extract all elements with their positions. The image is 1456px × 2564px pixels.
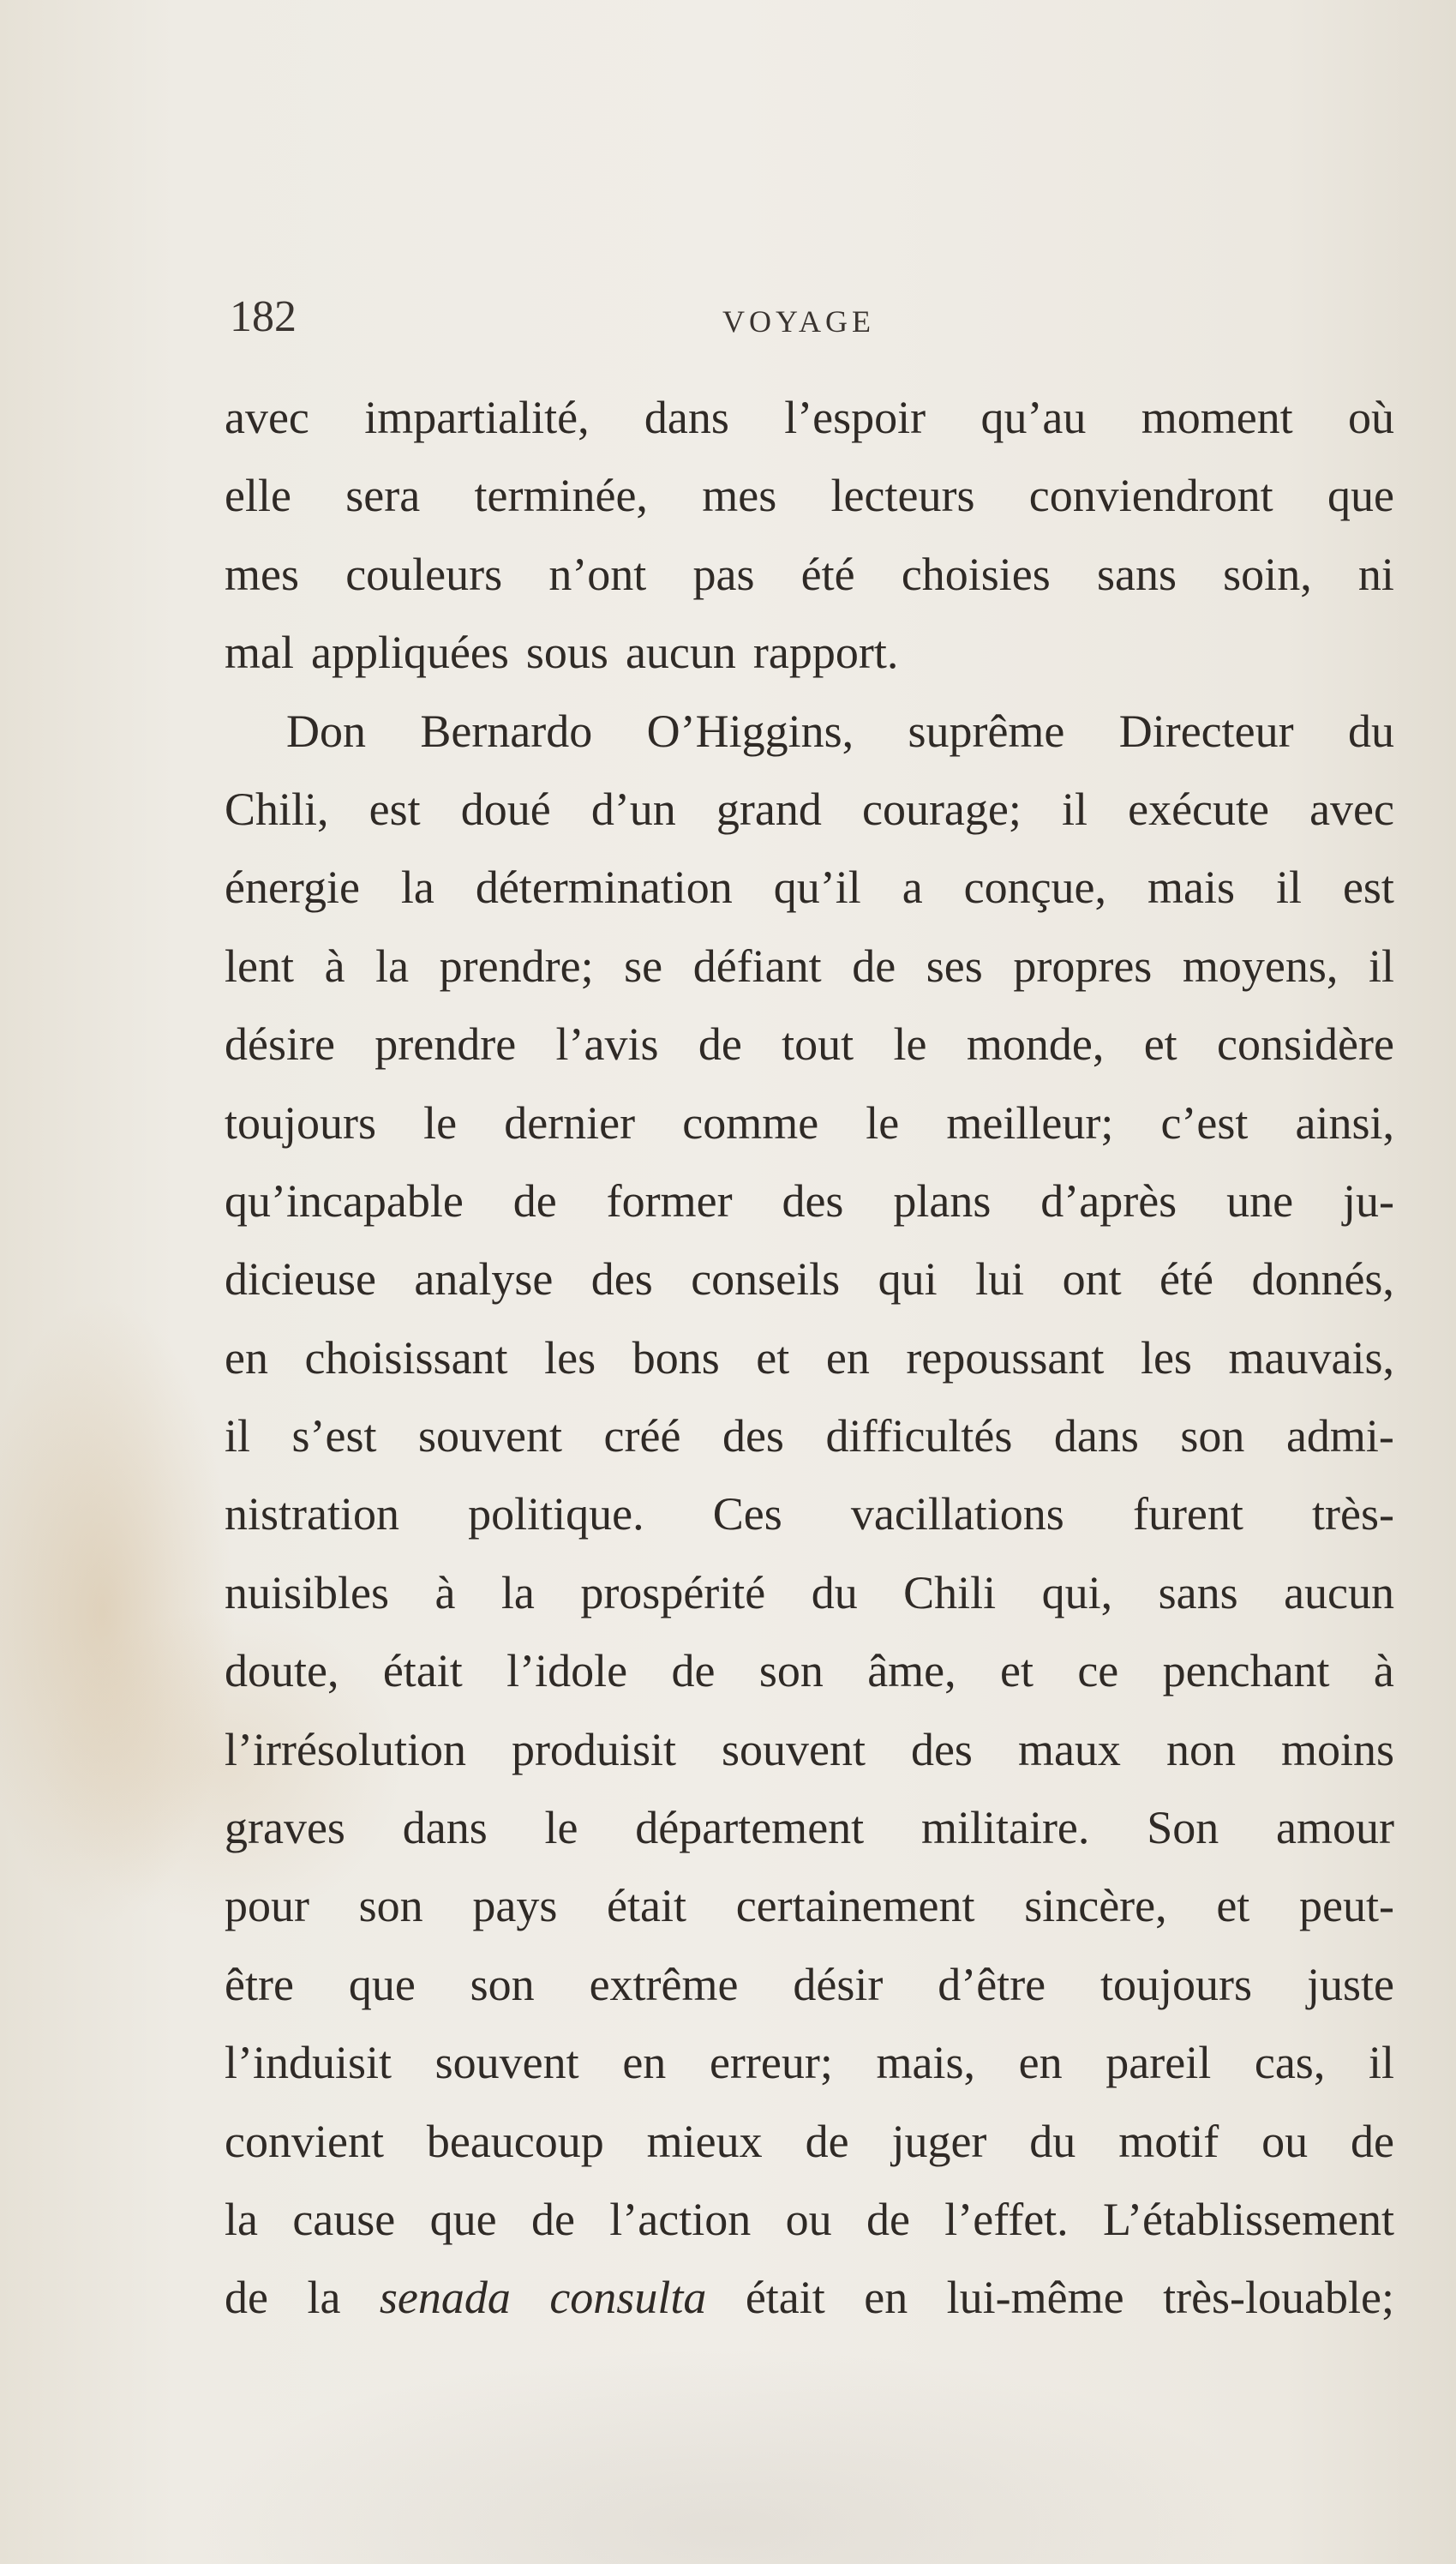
word: mais xyxy=(1147,862,1235,914)
word: qu’il xyxy=(773,862,861,914)
word: lui xyxy=(975,1253,1025,1306)
word: couleurs xyxy=(345,548,503,600)
word: l’espoir xyxy=(784,392,926,443)
word: était xyxy=(607,1880,686,1932)
word: avec xyxy=(225,392,309,443)
word: les xyxy=(1140,1331,1192,1384)
text-line xyxy=(225,1867,1394,1945)
word: souvent xyxy=(434,2037,579,2089)
word: ju- xyxy=(1342,1174,1394,1227)
word: où xyxy=(1347,392,1394,443)
word: le xyxy=(866,1096,900,1149)
word: qui, xyxy=(1041,1566,1113,1618)
word: dernier xyxy=(504,1096,636,1149)
word: grand xyxy=(716,783,822,835)
word: désir xyxy=(793,1958,884,2010)
word: comme xyxy=(682,1096,819,1149)
text-line xyxy=(225,771,1394,849)
word: Son xyxy=(1147,1802,1219,1854)
word: convient xyxy=(225,2115,384,2167)
word: il xyxy=(1275,862,1302,914)
word: de xyxy=(866,2193,910,2245)
word: moins xyxy=(1280,1723,1394,1775)
word: conviendront xyxy=(1028,470,1273,522)
word: son xyxy=(358,1880,423,1932)
word: la xyxy=(500,1566,535,1618)
word: du xyxy=(1347,705,1394,757)
word: Chili xyxy=(903,1566,997,1618)
text-line xyxy=(225,1162,1394,1240)
word: est xyxy=(1342,862,1394,914)
running-head-title: VOYAGE xyxy=(722,304,875,339)
word: défiant xyxy=(692,940,822,992)
word: la xyxy=(225,2193,258,2245)
word: l’avis xyxy=(555,1018,659,1071)
word: ou xyxy=(1261,2115,1309,2167)
word: dans xyxy=(644,392,729,443)
word: d’être xyxy=(938,1958,1046,2010)
text-line xyxy=(225,1946,1394,2024)
text-line xyxy=(225,849,1394,927)
word: considère xyxy=(1217,1018,1394,1071)
word: juger xyxy=(891,2115,987,2167)
word: le xyxy=(893,1018,927,1071)
word: de xyxy=(852,940,896,992)
word: lent xyxy=(225,940,294,992)
word: tout xyxy=(782,1018,854,1071)
word: soin, xyxy=(1223,548,1312,600)
word: il xyxy=(225,1410,251,1462)
word: repoussant xyxy=(906,1331,1105,1384)
word: détermination xyxy=(475,862,733,914)
text-line xyxy=(225,1475,1394,1553)
word: nistration xyxy=(225,1488,399,1540)
word: maux xyxy=(1017,1723,1121,1775)
word: à xyxy=(434,1566,456,1618)
word: sans xyxy=(1158,1566,1238,1618)
text-line xyxy=(225,1397,1394,1475)
word: juste xyxy=(1306,1958,1394,2010)
word: dicieuse xyxy=(225,1253,376,1306)
word: être xyxy=(225,1958,294,2010)
word: de xyxy=(671,1645,716,1697)
word: politique. xyxy=(468,1488,644,1540)
word: pays xyxy=(472,1880,558,1932)
word: ce xyxy=(1077,1645,1119,1697)
word: motif xyxy=(1118,2115,1219,2167)
word: désire xyxy=(225,1018,335,1071)
word: département xyxy=(635,1802,865,1854)
word: Ces xyxy=(712,1488,782,1540)
word: était xyxy=(745,2272,825,2324)
word: à xyxy=(324,940,345,992)
word: a xyxy=(902,862,923,914)
word: qu’au xyxy=(980,392,1087,443)
word: du xyxy=(811,1566,858,1618)
word: moyens, xyxy=(1182,940,1339,992)
word: d’après xyxy=(1040,1174,1177,1227)
word: pareil xyxy=(1105,2037,1212,2089)
word: ses xyxy=(926,940,983,992)
word: terminée, xyxy=(474,470,648,522)
text-line xyxy=(225,1711,1394,1789)
word: ni xyxy=(1357,548,1394,600)
word: à xyxy=(1373,1645,1394,1697)
word: s’est xyxy=(291,1410,377,1462)
word: amour xyxy=(1276,1802,1394,1854)
word: de xyxy=(530,2193,575,2245)
word: aucun xyxy=(625,627,736,679)
text-line xyxy=(225,928,1394,1006)
word: Don xyxy=(286,705,366,757)
word: il xyxy=(1368,940,1394,992)
word: il xyxy=(1061,783,1088,835)
running-head xyxy=(230,291,1395,360)
word: que xyxy=(1327,470,1394,522)
word: mal xyxy=(225,627,294,679)
word: son xyxy=(470,1958,535,2010)
word: consulta xyxy=(549,2272,707,2324)
word: Directeur xyxy=(1118,705,1294,757)
word: en xyxy=(1018,2037,1063,2089)
word: donnés, xyxy=(1251,1253,1394,1306)
word: Bernardo xyxy=(420,705,593,757)
word: meilleur; xyxy=(946,1096,1114,1149)
word: cas, xyxy=(1254,2037,1326,2089)
word: pas xyxy=(692,548,755,600)
word: la xyxy=(307,2272,341,2324)
word: sincère, xyxy=(1024,1880,1167,1932)
word: elle xyxy=(225,470,291,522)
text-line xyxy=(225,1554,1394,1632)
word: souvent xyxy=(418,1410,563,1462)
word: non xyxy=(1165,1723,1236,1775)
word: et xyxy=(1216,1880,1250,1932)
word: et xyxy=(1143,1018,1177,1071)
word: peut- xyxy=(1298,1880,1394,1932)
text-line xyxy=(225,1789,1394,1867)
word: dans xyxy=(1053,1410,1139,1462)
word: des xyxy=(590,1253,653,1306)
word: exécute xyxy=(1128,783,1269,835)
word: des xyxy=(782,1174,844,1227)
word: qu’incapable xyxy=(225,1174,464,1227)
word: il xyxy=(1368,2037,1394,2089)
text-line xyxy=(225,2259,1394,2337)
word: sous xyxy=(525,627,608,679)
word: la xyxy=(400,862,434,914)
word: nuisibles xyxy=(225,1566,390,1618)
word: prendre xyxy=(374,1018,517,1071)
word: impartialité, xyxy=(364,392,590,443)
word: se xyxy=(624,940,663,992)
word: senada xyxy=(379,2272,511,2324)
word: en xyxy=(825,1331,870,1384)
word: mieux xyxy=(646,2115,763,2167)
word: son xyxy=(758,1645,824,1697)
word: le xyxy=(544,1802,578,1854)
word: militaire. xyxy=(920,1802,1090,1854)
word: choisies xyxy=(901,548,1051,600)
word: des xyxy=(910,1723,973,1775)
word: conçue, xyxy=(963,862,1107,914)
text-line xyxy=(225,1006,1394,1084)
word: analyse xyxy=(414,1253,554,1306)
text-line xyxy=(225,1632,1394,1710)
word: de xyxy=(225,2272,268,2324)
word: L’établissement xyxy=(1103,2193,1394,2245)
word: le xyxy=(423,1096,458,1149)
word: doué xyxy=(460,783,551,835)
body-text xyxy=(225,379,1394,2338)
text-line xyxy=(225,693,1394,771)
word: qui xyxy=(878,1253,938,1306)
word: en xyxy=(225,1331,268,1384)
word: très-louable; xyxy=(1163,2272,1394,2324)
word: âme, xyxy=(867,1645,956,1697)
word: sans xyxy=(1096,548,1177,600)
word: c’est xyxy=(1160,1096,1249,1149)
word: pour xyxy=(225,1880,309,1932)
word: la xyxy=(375,940,410,992)
word: ainsi, xyxy=(1295,1096,1394,1149)
text-line xyxy=(225,1319,1394,1397)
word: n’ont xyxy=(548,548,647,600)
word: mauvais, xyxy=(1228,1331,1394,1384)
word: erreur; xyxy=(709,2037,833,2089)
word: doute, xyxy=(225,1645,339,1697)
word: vacillations xyxy=(850,1488,1064,1540)
word: créé xyxy=(603,1410,681,1462)
word: été xyxy=(1159,1253,1213,1306)
word: sera xyxy=(345,470,421,522)
word: produisit xyxy=(511,1723,676,1775)
word: souvent xyxy=(721,1723,866,1775)
word: Chili, xyxy=(225,783,329,835)
word: graves xyxy=(225,1802,345,1854)
word: ou xyxy=(785,2193,832,2245)
word: admi- xyxy=(1285,1410,1394,1462)
word: mais, xyxy=(876,2037,975,2089)
word: que xyxy=(429,2193,497,2245)
word: prendre; xyxy=(439,940,594,992)
word: lecteurs xyxy=(830,470,975,522)
word: mes xyxy=(225,548,299,600)
word: de xyxy=(698,1018,742,1071)
word: des xyxy=(722,1410,784,1462)
word: du xyxy=(1029,2115,1076,2167)
word: choisissant xyxy=(304,1331,508,1384)
word: lui-même xyxy=(946,2272,1124,2324)
word: et xyxy=(1000,1645,1034,1697)
text-line xyxy=(225,536,1394,614)
word: O’Higgins, xyxy=(646,705,854,757)
word: difficultés xyxy=(825,1410,1013,1462)
word: monde, xyxy=(966,1018,1105,1071)
word: ont xyxy=(1062,1253,1122,1306)
word: aucun xyxy=(1284,1566,1394,1618)
word: dans xyxy=(402,1802,488,1854)
word: son xyxy=(1180,1410,1245,1462)
word: extrême xyxy=(589,1958,739,2010)
text-line xyxy=(225,1084,1394,1162)
word: une xyxy=(1226,1174,1294,1227)
word: en xyxy=(864,2272,908,2324)
word: cause xyxy=(292,2193,396,2245)
page-number: 182 xyxy=(230,292,297,341)
word: former xyxy=(606,1174,733,1227)
word: plans xyxy=(893,1174,992,1227)
word: les xyxy=(544,1331,596,1384)
word: prospérité xyxy=(580,1566,766,1618)
word: été xyxy=(800,548,855,600)
text-line xyxy=(225,2181,1394,2259)
word: conseils xyxy=(691,1253,841,1306)
word: et xyxy=(756,1331,790,1384)
text-line xyxy=(225,2103,1394,2181)
word: est xyxy=(368,783,421,835)
word: suprême xyxy=(908,705,1065,757)
word: l’induisit xyxy=(225,2037,392,2089)
text-line xyxy=(225,457,1394,535)
word: de xyxy=(512,1174,557,1227)
word: très- xyxy=(1312,1488,1394,1540)
word: avec xyxy=(1309,783,1394,835)
word: courage; xyxy=(861,783,1022,835)
word: l’effet. xyxy=(944,2193,1069,2245)
word: furent xyxy=(1132,1488,1243,1540)
word: rapport. xyxy=(752,627,899,679)
word: propres xyxy=(1013,940,1153,992)
word: énergie xyxy=(225,862,360,914)
word: moment xyxy=(1141,392,1293,443)
word: bons xyxy=(632,1331,720,1384)
word: était xyxy=(382,1645,463,1697)
word: appliquées xyxy=(310,627,509,679)
word: l’irrésolution xyxy=(225,1723,466,1775)
word: toujours xyxy=(225,1096,377,1149)
word: l’idole xyxy=(506,1645,628,1697)
word: d’un xyxy=(590,783,676,835)
text-line xyxy=(225,614,1394,692)
text-line xyxy=(225,2024,1394,2102)
text-line xyxy=(225,1240,1394,1318)
word: penchant xyxy=(1162,1645,1330,1697)
word: beaucoup xyxy=(426,2115,604,2167)
word: l’action xyxy=(609,2193,752,2245)
word: certainement xyxy=(735,1880,975,1932)
word: en xyxy=(622,2037,667,2089)
word: toujours xyxy=(1100,1958,1253,2010)
word: que xyxy=(348,1958,416,2010)
text-line xyxy=(225,379,1394,457)
word: mes xyxy=(702,470,777,522)
word: de xyxy=(1351,2115,1394,2167)
word: de xyxy=(805,2115,849,2167)
